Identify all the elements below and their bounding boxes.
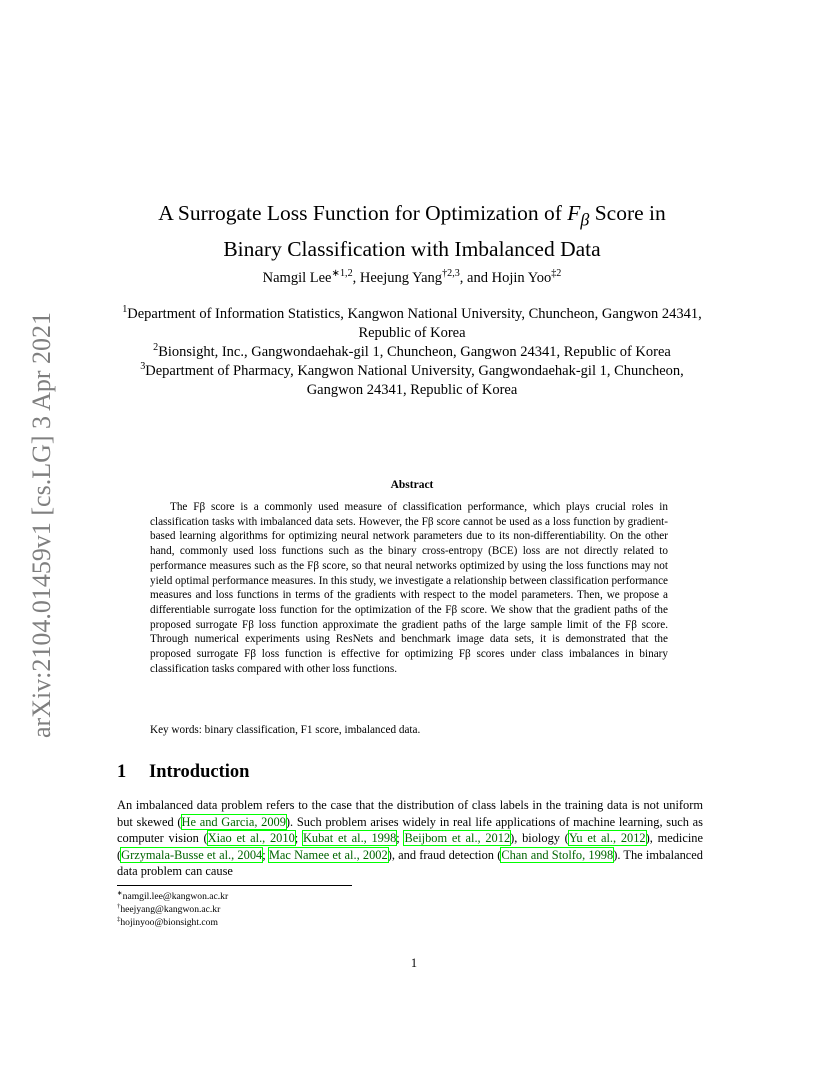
- author-name: Namgil Lee: [262, 270, 332, 286]
- citation-link[interactable]: Yu et al., 2012: [568, 831, 646, 845]
- footnotes: [117, 890, 228, 929]
- arxiv-stamp: arXiv:2104.01459v1 [cs.LG] 3 Apr 2021: [27, 311, 56, 739]
- title-line-2: Binary Classification with Imbalanced Data: [223, 237, 601, 262]
- keywords: Key words: binary classification, F1 score, imbalanced data.: [150, 724, 421, 736]
- footnote: †heejyang@kangwon.ac.kr: [117, 902, 221, 915]
- citation-link[interactable]: Xiao et al., 2010: [207, 831, 295, 845]
- footnote: ∗namgil.lee@kangwon.ac.kr: [117, 889, 229, 902]
- author-name: Heejung Yang: [359, 270, 443, 286]
- author-list: Namgil Lee$^{∗1,2}$, Heejung Yang$^{\dagger 2,3}$, and Hojin Yoo$^{\ddagger 2}$: [262, 268, 562, 286]
- footnote: ‡hojinyoo@bionsight.com: [117, 915, 218, 928]
- citation-link[interactable]: Mac Namee et al., 2002: [268, 847, 388, 862]
- abstract-heading: Abstract: [390, 479, 434, 491]
- footnote-rule: [117, 885, 352, 886]
- f-beta-symbol: $F_\beta$: [567, 201, 590, 230]
- intro-paragraph: An imbalanced data problem refers to the case that the distribution of class labels in the training data is not uniform but skewed (He and Garcia, 2009). Such problem arises widely in real life applications of machine learning, such as computer vision (Xiao et al., 2010; Kubat et al., 1998; Beijbom et al., 2012), biology (Yu et al., 2012), medicine (Grzymala-Busse et al., 2004; Mac Namee et al., 2002), and fraud detection (Chan and Stolfo, 1998). The imbalanced data problem can cause: [117, 798, 703, 878]
- section-heading: [117, 762, 249, 783]
- author-marks: ∗1,2: [331, 268, 353, 280]
- abstract-text: The Fβ score is a commonly used measure of classification performance, which plays crucial roles in classification tasks with imbalanced data sets. However, the Fβ score cannot be used as a loss function by gradient-based learning algorithms for optimizing neural network parameters due to its non-differentiability. On the other hand, commonly used loss functions such as the binary cross-entropy (BCE) loss are not directly related to performance measures such as the Fβ score, so that neural networks optimized by using the loss functions may not yield optimal performance measures. In this study, we investigate a relationship between classification performance measures and loss functions in terms of the gradients with respect to the model parameters. Then, we propose a differentiable surrogate loss function for the optimization of the Fβ score. We show that the gradient paths of the proposed surrogate Fβ loss function approximate the gradient paths of the large sample limit of the Fβ score. Through numerical experiments using ResNets and benchmark image data sets, it is demonstrated that the proposed surrogate Fβ loss function is effective for optimizing Fβ scores under class imbalances in binary classification tasks compared with other loss functions.: [150, 501, 668, 675]
- citation-link[interactable]: He and Garcia, 2009: [181, 814, 286, 829]
- citation-link[interactable]: Beijbom et al., 2012: [404, 831, 511, 845]
- title-line-1: A Surrogate Loss Function for Optimization of $F_\beta$ Score in: [158, 201, 666, 230]
- section-number: 1: [117, 762, 127, 782]
- citation-link[interactable]: Grzymala-Busse et al., 2004: [121, 847, 263, 862]
- affiliation: $^2$Bionsight, Inc., Gangwondaehak-gil 1, Chuncheon, Gangwon 24341, Republic of Korea: [153, 342, 671, 360]
- email-link[interactable]: namgil.lee@kangwon.ac.kr: [122, 891, 229, 902]
- citation-link[interactable]: Kubat et al., 1998: [302, 831, 397, 845]
- paper-title: [117, 198, 707, 264]
- author-marks: †2,3: [442, 268, 460, 280]
- affiliations: [117, 305, 707, 400]
- page-number: 1: [410, 956, 418, 970]
- affiliation: $^1$Department of Information Statistics, Kangwon National University, Chuncheon, Gangwon 24341, Republic of Korea: [122, 304, 702, 341]
- section-title: Introduction: [149, 762, 250, 782]
- author-name: Hojin Yoo: [491, 270, 552, 286]
- author-marks: ‡2: [551, 268, 562, 280]
- citation-link[interactable]: Chan and Stolfo, 1998: [501, 847, 614, 862]
- email-link[interactable]: hojinyoo@bionsight.com: [120, 917, 218, 928]
- affiliation: $^3$Department of Pharmacy, Kangwon National University, Gangwondaehak-gil 1, Chuncheon, Gangwon 24341, Republic of Korea: [140, 361, 684, 398]
- email-link[interactable]: heejyang@kangwon.ac.kr: [120, 904, 221, 915]
